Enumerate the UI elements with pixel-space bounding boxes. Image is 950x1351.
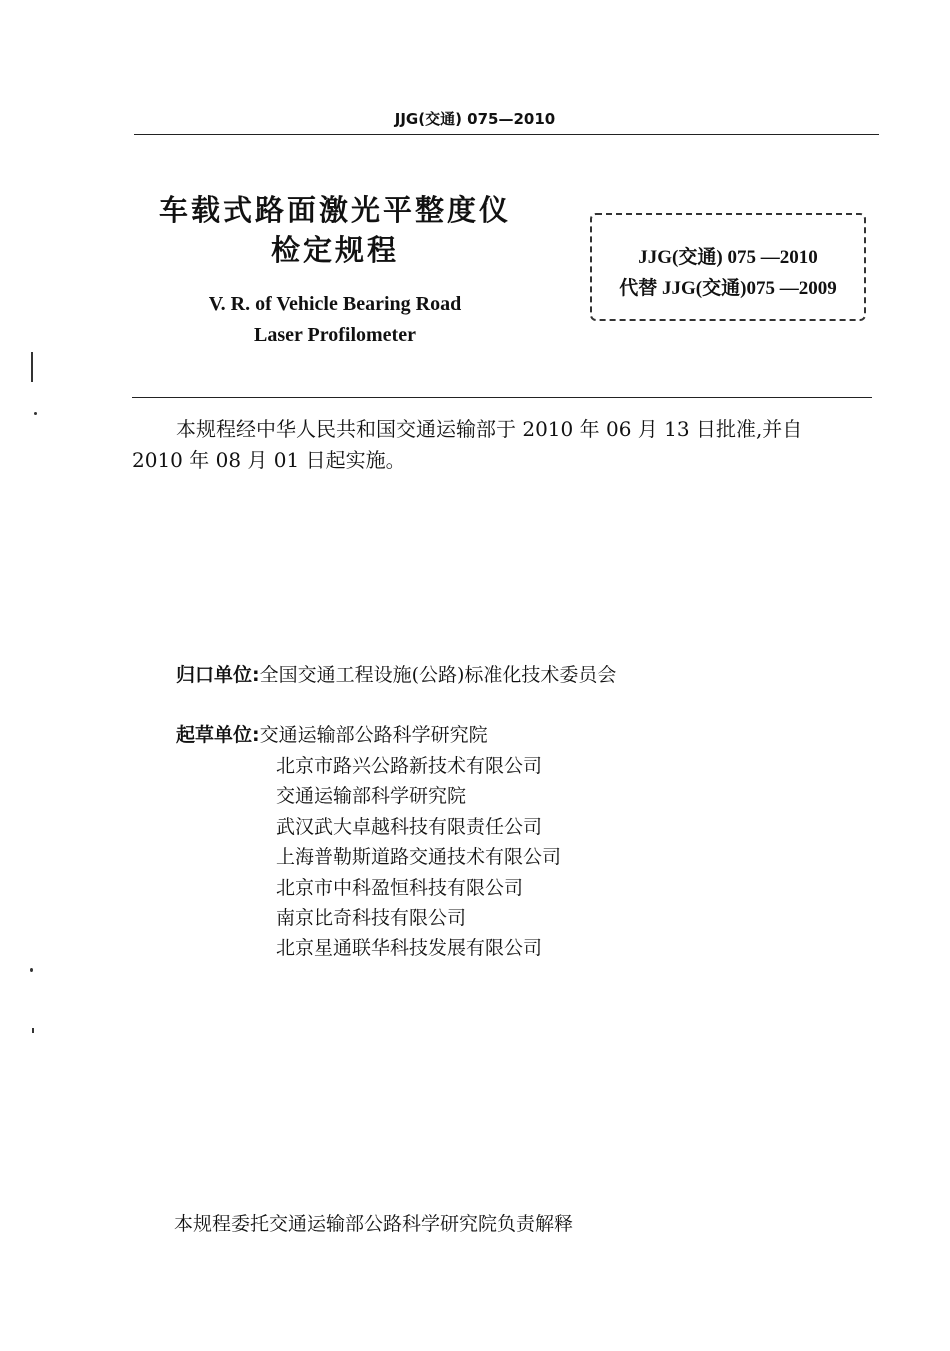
scan-artifact <box>30 968 33 972</box>
drafting-unit-item: 北京市路兴公路新技术有限公司 <box>276 755 543 777</box>
header-rule <box>134 134 879 135</box>
standard-code-box <box>590 213 866 321</box>
title-cn-line2: 检定规程 <box>270 233 399 267</box>
drafting-unit-label: 起草单位: <box>176 724 260 746</box>
standard-code: JJG(交通) 075 —2010 <box>638 247 818 268</box>
drafting-unit-item: 北京市中科盈恒科技有限公司 <box>276 876 524 899</box>
running-header: JJG(交通) 075—2010 <box>394 110 556 128</box>
title-en-line2: Laser Profilometer <box>254 324 416 346</box>
interpretation-note: 本规程委托交通运输部公路科学研究院负责解释 <box>174 1213 574 1235</box>
drafting-unit-first: 交通运输部公路科学研究院 <box>259 724 488 746</box>
drafting-unit-item: 交通运输部科学研究院 <box>276 785 467 808</box>
section-rule <box>132 397 872 398</box>
scan-artifact <box>34 412 37 415</box>
drafting-unit-item: 北京星通联华科技发展有限公司 <box>276 937 543 960</box>
replaces-code: 代替 JJG(交通)075 —2009 <box>619 278 837 299</box>
drafting-unit-item: 武汉武大卓越科技有限责任公司 <box>276 815 543 838</box>
scan-artifact <box>31 352 33 382</box>
drafting-unit-item: 南京比奇科技有限公司 <box>276 907 467 930</box>
supervising-unit <box>176 660 616 687</box>
approval-line1: 本规程经中华人民共和国交通运输部于 2010 年 06 月 13 日批准,并自 <box>176 417 803 441</box>
supervising-unit-label: 归口单位: <box>176 664 260 686</box>
drafting-unit-item: 上海普勒斯道路交通技术有限公司 <box>276 846 562 869</box>
scan-artifact <box>32 1028 34 1033</box>
supervising-unit-value: 全国交通工程设施(公路)标准化技术委员会 <box>259 664 617 686</box>
title-cn-line1: 车载式路面激光平整度仪 <box>158 193 511 227</box>
approval-statement <box>132 414 880 476</box>
approval-line2: 2010 年 08 月 01 日起实施。 <box>132 448 406 472</box>
drafting-unit-list <box>276 751 561 964</box>
title-en-line1: V. R. of Vehicle Bearing Road <box>208 293 462 315</box>
drafting-unit <box>176 720 488 747</box>
